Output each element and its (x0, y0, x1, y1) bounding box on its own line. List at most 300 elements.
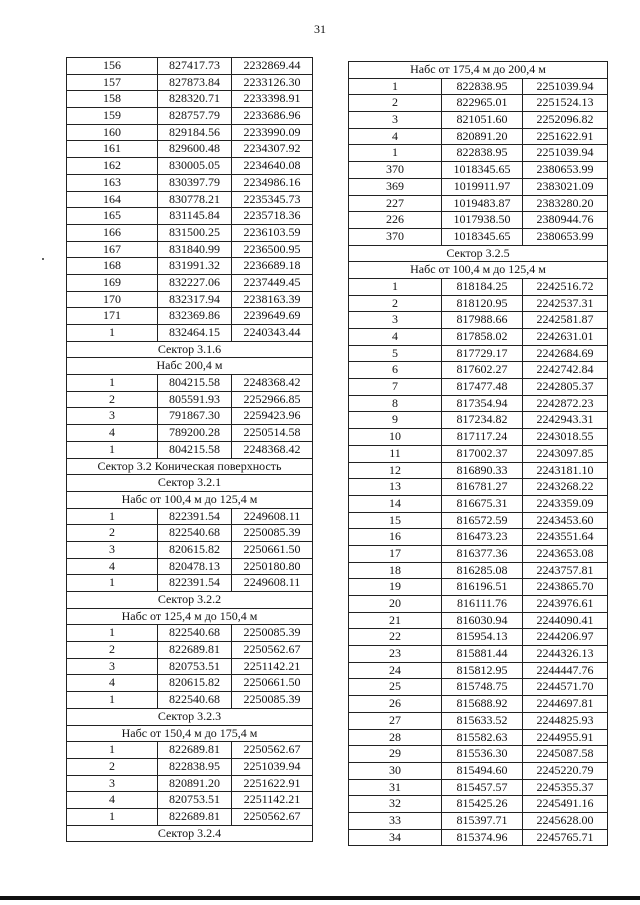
x-coordinate-cell: 822391.54 (158, 575, 232, 591)
x-coordinate-cell: 820615.82 (158, 542, 232, 558)
table-row (67, 375, 312, 392)
table-row (67, 175, 312, 192)
y-coordinate-cell: 2251039.94 (536, 78, 594, 93)
table-row (349, 446, 607, 463)
point-number-cell: 2 (67, 525, 158, 541)
x-coordinate-cell: 832227.06 (158, 275, 232, 291)
table-row (349, 479, 607, 496)
table-row (349, 412, 607, 429)
point-number-cell: 157 (67, 75, 158, 91)
point-number-cell: 158 (67, 91, 158, 107)
x-coordinate-cell: 817117.24 (442, 429, 523, 445)
table-row (349, 813, 607, 830)
y-coordinate-cell: 2245491.16 (536, 796, 594, 811)
y-coordinate-cell: 2233126.30 (243, 74, 301, 89)
point-number-cell: 1 (67, 509, 158, 525)
x-coordinate-cell: 815633.52 (442, 713, 523, 729)
point-number-cell: 4 (67, 559, 158, 575)
y-coordinate-cell: 2244955.91 (536, 729, 594, 744)
section-heading: Набс от 125,4 м до 150,4 м (121, 608, 258, 623)
x-coordinate-cell: 822689.81 (158, 742, 232, 758)
table-row (349, 546, 607, 563)
x-coordinate-cell: 820891.20 (158, 776, 232, 792)
y-coordinate-cell: 2245628.00 (536, 812, 594, 827)
table-row (67, 675, 312, 692)
section-heading-row (67, 726, 312, 743)
table-row (349, 162, 607, 179)
x-coordinate-cell: 818184.25 (442, 279, 523, 295)
table-row (349, 95, 607, 112)
y-coordinate-cell: 2248368.42 (243, 441, 301, 456)
point-number-cell: 4 (349, 129, 442, 145)
table-row (349, 579, 607, 596)
y-coordinate-cell: 2245765.71 (536, 829, 594, 844)
table-row (349, 196, 607, 213)
y-coordinate-cell: 2259423.96 (243, 408, 301, 423)
x-coordinate-cell: 816111.76 (442, 596, 523, 612)
x-coordinate-cell: 828757.79 (158, 108, 232, 124)
x-coordinate-cell: 830005.05 (158, 158, 232, 174)
x-coordinate-cell: 821051.60 (442, 112, 523, 128)
point-number-cell: 1 (349, 279, 442, 295)
table-row (349, 663, 607, 680)
point-number-cell: 161 (67, 141, 158, 157)
x-coordinate-cell: 815812.95 (442, 663, 523, 679)
x-coordinate-cell: 1018345.65 (442, 229, 523, 245)
y-coordinate-cell: 2250085.39 (243, 692, 301, 707)
y-coordinate-cell: 2250562.67 (243, 642, 301, 657)
y-coordinate-cell: 2251039.94 (536, 145, 594, 160)
table-row (349, 629, 607, 646)
section-heading-row (67, 358, 312, 375)
table-row (349, 513, 607, 530)
table-row (349, 112, 607, 129)
table-row (349, 529, 607, 546)
y-coordinate-cell: 2251039.94 (243, 758, 301, 773)
table-row (349, 780, 607, 797)
table-row (67, 125, 312, 142)
table-row (67, 75, 312, 92)
y-coordinate-cell: 2250562.67 (243, 808, 301, 823)
table-row (67, 325, 312, 342)
point-number-cell: 1 (67, 442, 158, 458)
y-coordinate-cell: 2242684.69 (536, 345, 594, 360)
point-number-cell: 9 (349, 412, 442, 428)
table-row (349, 563, 607, 580)
y-coordinate-cell: 2236689.18 (243, 258, 301, 273)
table-row (349, 179, 607, 196)
x-coordinate-cell: 817988.66 (442, 312, 523, 328)
y-coordinate-cell: 2238163.39 (243, 291, 301, 306)
y-coordinate-cell: 2243359.09 (536, 495, 594, 510)
x-coordinate-cell: 827873.84 (158, 75, 232, 91)
y-coordinate-cell: 2250514.58 (243, 425, 301, 440)
table-row (67, 776, 312, 793)
section-heading: Сектор 3.2.4 (157, 825, 222, 840)
y-coordinate-cell: 2242537.31 (536, 295, 594, 310)
point-number-cell: 170 (67, 292, 158, 308)
point-number-cell: 21 (349, 613, 442, 629)
scan-speck (42, 258, 44, 260)
y-coordinate-cell: 2245087.58 (536, 746, 594, 761)
point-number-cell: 30 (349, 763, 442, 779)
point-number-cell: 17 (349, 546, 442, 562)
y-coordinate-cell: 2251142.21 (243, 792, 301, 807)
y-coordinate-cell: 2242516.72 (536, 278, 594, 293)
table-row (67, 509, 312, 526)
x-coordinate-cell: 1018345.65 (442, 162, 523, 178)
y-coordinate-cell: 2236103.59 (243, 224, 301, 239)
y-coordinate-cell: 2243018.55 (536, 429, 594, 444)
y-coordinate-cell: 2249608.11 (243, 508, 301, 523)
x-coordinate-cell: 816196.51 (442, 579, 523, 595)
x-coordinate-cell: 831991.32 (158, 258, 232, 274)
y-coordinate-cell: 2250661.50 (243, 675, 301, 690)
y-coordinate-cell: 2248368.42 (243, 375, 301, 390)
table-row (349, 129, 607, 146)
y-coordinate-cell: 2252966.85 (243, 391, 301, 406)
y-coordinate-cell: 2251622.91 (536, 128, 594, 143)
x-coordinate-cell: 817477.48 (442, 379, 523, 395)
table-row (349, 796, 607, 813)
y-coordinate-cell: 2243653.08 (536, 545, 594, 560)
point-number-cell: 32 (349, 796, 442, 812)
page-number: 31 (314, 22, 326, 36)
y-coordinate-cell: 2251622.91 (243, 775, 301, 790)
point-number-cell: 2 (349, 296, 442, 312)
x-coordinate-cell: 829600.48 (158, 141, 232, 157)
point-number-cell: 370 (349, 162, 442, 178)
x-coordinate-cell: 828320.71 (158, 91, 232, 107)
table-row (349, 229, 607, 246)
x-coordinate-cell: 822838.95 (442, 145, 523, 161)
point-number-cell: 7 (349, 379, 442, 395)
point-number-cell: 1 (67, 575, 158, 591)
x-coordinate-cell: 815954.13 (442, 629, 523, 645)
section-heading-row (67, 475, 312, 492)
point-number-cell: 227 (349, 196, 442, 212)
point-number-cell: 24 (349, 663, 442, 679)
y-coordinate-cell: 2243551.64 (536, 529, 594, 544)
table-row (349, 379, 607, 396)
x-coordinate-cell: 820891.20 (442, 129, 523, 145)
table-row (349, 613, 607, 630)
table-row (67, 442, 312, 459)
x-coordinate-cell: 832317.94 (158, 292, 232, 308)
y-coordinate-cell: 2233398.91 (243, 91, 301, 106)
point-number-cell: 1 (67, 325, 158, 341)
table-row (349, 362, 607, 379)
x-coordinate-cell: 816285.08 (442, 563, 523, 579)
section-heading: Набс от 175,4 м до 200,4 м (410, 62, 546, 76)
table-row (67, 292, 312, 309)
point-number-cell: 159 (67, 108, 158, 124)
table-row (349, 429, 607, 446)
table-row (349, 279, 607, 296)
y-coordinate-cell: 2235718.36 (243, 208, 301, 223)
x-coordinate-cell: 827417.73 (158, 58, 232, 74)
y-coordinate-cell: 2245355.37 (536, 779, 594, 794)
point-number-cell: 6 (349, 362, 442, 378)
y-coordinate-cell: 2243097.85 (536, 445, 594, 460)
x-coordinate-cell: 815374.96 (442, 830, 523, 846)
table-row (349, 79, 607, 96)
point-number-cell: 3 (67, 659, 158, 675)
point-number-cell: 226 (349, 212, 442, 228)
table-row (67, 809, 312, 826)
x-coordinate-cell: 789200.28 (158, 425, 232, 441)
point-number-cell: 1 (349, 79, 442, 95)
table-row (67, 258, 312, 275)
section-heading-row (67, 709, 312, 726)
table-row (349, 312, 607, 329)
x-coordinate-cell: 817602.27 (442, 362, 523, 378)
section-heading: Сектор 3.2.2 (157, 592, 222, 606)
point-number-cell: 3 (67, 776, 158, 792)
table-row (67, 642, 312, 659)
y-coordinate-cell: 2251142.21 (243, 658, 301, 673)
point-number-cell: 29 (349, 746, 442, 762)
y-coordinate-cell: 2243181.10 (536, 462, 594, 477)
x-coordinate-cell: 820478.13 (158, 559, 232, 575)
table-row (349, 596, 607, 613)
x-coordinate-cell: 822540.68 (158, 692, 232, 708)
x-coordinate-cell: 804215.58 (158, 442, 232, 458)
x-coordinate-cell: 817858.02 (442, 329, 523, 345)
y-coordinate-cell: 2242742.84 (536, 362, 594, 377)
y-coordinate-cell: 2250661.50 (243, 541, 301, 556)
section-heading: Набс от 100,4 м до 125,4 м (121, 491, 258, 506)
y-coordinate-cell: 2243757.81 (536, 562, 594, 577)
x-coordinate-cell: 816030.94 (442, 613, 523, 629)
y-coordinate-cell: 2380653.99 (536, 162, 594, 177)
x-coordinate-cell: 822540.68 (158, 625, 232, 641)
table-row (349, 830, 607, 846)
right-coordinate-table (348, 61, 608, 846)
table-row (67, 792, 312, 809)
point-number-cell: 171 (67, 308, 158, 324)
x-coordinate-cell: 815425.26 (442, 796, 523, 812)
point-number-cell: 3 (67, 542, 158, 558)
point-number-cell: 22 (349, 629, 442, 645)
point-number-cell: 1 (67, 692, 158, 708)
x-coordinate-cell: 831500.25 (158, 225, 232, 241)
point-number-cell: 25 (349, 679, 442, 695)
point-number-cell: 19 (349, 579, 442, 595)
table-row (67, 192, 312, 209)
y-coordinate-cell: 2250562.67 (243, 742, 301, 757)
point-number-cell: 1 (67, 625, 158, 641)
table-row (67, 559, 312, 576)
y-coordinate-cell: 2250085.39 (243, 525, 301, 540)
point-number-cell: 4 (67, 425, 158, 441)
x-coordinate-cell: 816377.36 (442, 546, 523, 562)
section-heading: Набс 200,4 м (156, 358, 223, 373)
point-number-cell: 34 (349, 830, 442, 846)
point-number-cell: 11 (349, 446, 442, 462)
table-row (349, 713, 607, 730)
x-coordinate-cell: 818120.95 (442, 296, 523, 312)
table-row (349, 463, 607, 480)
point-number-cell: 168 (67, 258, 158, 274)
point-number-cell: 3 (349, 312, 442, 328)
point-number-cell: 3 (67, 408, 158, 424)
y-coordinate-cell: 2239649.69 (243, 308, 301, 323)
x-coordinate-cell: 815688.92 (442, 696, 523, 712)
section-heading-row (67, 609, 312, 626)
x-coordinate-cell: 1019911.97 (442, 179, 523, 195)
point-number-cell: 163 (67, 175, 158, 191)
section-heading-row (67, 459, 312, 476)
table-row (349, 696, 607, 713)
point-number-cell: 26 (349, 696, 442, 712)
table-row (349, 346, 607, 363)
x-coordinate-cell: 822965.01 (442, 95, 523, 111)
point-number-cell: 10 (349, 429, 442, 445)
table-row (67, 208, 312, 225)
point-number-cell: 2 (67, 642, 158, 658)
point-number-cell: 169 (67, 275, 158, 291)
y-coordinate-cell: 2244206.97 (536, 629, 594, 644)
point-number-cell: 5 (349, 346, 442, 362)
table-row (67, 625, 312, 642)
y-coordinate-cell: 2250180.80 (243, 558, 301, 573)
scan-bottom-edge (0, 896, 640, 900)
point-number-cell: 162 (67, 158, 158, 174)
point-number-cell: 160 (67, 125, 158, 141)
y-coordinate-cell: 2233686.96 (243, 108, 301, 123)
x-coordinate-cell: 822838.95 (158, 759, 232, 775)
point-number-cell: 1 (349, 145, 442, 161)
y-coordinate-cell: 2250085.39 (243, 625, 301, 640)
table-row (67, 158, 312, 175)
y-coordinate-cell: 2245220.79 (536, 762, 594, 777)
section-heading: Сектор 3.2.5 (446, 245, 510, 260)
x-coordinate-cell: 804215.58 (158, 375, 232, 391)
y-coordinate-cell: 2243865.70 (536, 579, 594, 594)
table-row (349, 296, 607, 313)
table-row (67, 275, 312, 292)
x-coordinate-cell: 1017938.50 (442, 212, 523, 228)
x-coordinate-cell: 822391.54 (158, 509, 232, 525)
section-heading-row (349, 262, 607, 279)
point-number-cell: 1 (67, 809, 158, 825)
point-number-cell: 1 (67, 742, 158, 758)
x-coordinate-cell: 829184.56 (158, 125, 232, 141)
x-coordinate-cell: 830397.79 (158, 175, 232, 191)
y-coordinate-cell: 2383021.09 (536, 178, 594, 193)
table-row (67, 525, 312, 542)
table-row (67, 225, 312, 242)
point-number-cell: 8 (349, 396, 442, 412)
x-coordinate-cell: 822838.95 (442, 79, 523, 95)
y-coordinate-cell: 2244571.70 (536, 679, 594, 694)
x-coordinate-cell: 816473.23 (442, 529, 523, 545)
point-number-cell: 4 (67, 792, 158, 808)
x-coordinate-cell: 815494.60 (442, 763, 523, 779)
y-coordinate-cell: 2234986.16 (243, 174, 301, 189)
y-coordinate-cell: 2243976.61 (536, 596, 594, 610)
point-number-cell: 1 (67, 375, 158, 391)
x-coordinate-cell: 816572.59 (442, 513, 523, 529)
section-heading-row (67, 826, 312, 842)
y-coordinate-cell: 2242872.23 (536, 395, 594, 410)
y-coordinate-cell: 2244326.13 (536, 646, 594, 661)
table-row (67, 108, 312, 125)
point-number-cell: 31 (349, 780, 442, 796)
y-coordinate-cell: 2244090.41 (536, 612, 594, 627)
point-number-cell: 27 (349, 713, 442, 729)
y-coordinate-cell: 2249608.11 (243, 575, 301, 590)
x-coordinate-cell: 815457.57 (442, 780, 523, 796)
point-number-cell: 23 (349, 646, 442, 662)
x-coordinate-cell: 831840.99 (158, 242, 232, 258)
section-heading-row (349, 246, 607, 263)
y-coordinate-cell: 2251524.13 (536, 95, 594, 110)
x-coordinate-cell: 817002.37 (442, 446, 523, 462)
point-number-cell: 2 (349, 95, 442, 111)
section-heading-row (349, 62, 607, 79)
point-number-cell: 33 (349, 813, 442, 829)
point-number-cell: 14 (349, 496, 442, 512)
table-row (349, 679, 607, 696)
section-heading: Набс от 150,4 м до 175,4 м (121, 725, 258, 740)
x-coordinate-cell: 815748.75 (442, 679, 523, 695)
point-number-cell: 167 (67, 242, 158, 258)
y-coordinate-cell: 2242631.01 (536, 329, 594, 343)
section-heading-row (67, 342, 312, 359)
x-coordinate-cell: 822689.81 (158, 642, 232, 658)
table-row (67, 408, 312, 425)
x-coordinate-cell: 815397.71 (442, 813, 523, 829)
table-row (349, 212, 607, 229)
x-coordinate-cell: 816890.33 (442, 463, 523, 479)
x-coordinate-cell: 815582.63 (442, 730, 523, 746)
y-coordinate-cell: 2242805.37 (536, 379, 594, 394)
y-coordinate-cell: 2234640.08 (243, 158, 301, 173)
point-number-cell: 164 (67, 192, 158, 208)
y-coordinate-cell: 2236500.95 (243, 241, 301, 256)
y-coordinate-cell: 2242581.87 (536, 312, 594, 327)
y-coordinate-cell: 2243453.60 (536, 512, 594, 527)
table-row (349, 746, 607, 763)
point-number-cell: 2 (67, 759, 158, 775)
table-row (349, 329, 607, 346)
table-row (67, 425, 312, 442)
x-coordinate-cell: 817234.82 (442, 412, 523, 428)
x-coordinate-cell: 822689.81 (158, 809, 232, 825)
table-row (67, 759, 312, 776)
point-number-cell: 165 (67, 208, 158, 224)
table-row (349, 145, 607, 162)
table-row (67, 692, 312, 709)
y-coordinate-cell: 2240343.44 (243, 325, 301, 339)
x-coordinate-cell: 816675.31 (442, 496, 523, 512)
point-number-cell: 28 (349, 730, 442, 746)
x-coordinate-cell: 791867.30 (158, 408, 232, 424)
y-coordinate-cell: 2244697.81 (536, 696, 594, 711)
table-row (67, 58, 312, 75)
point-number-cell: 370 (349, 229, 442, 245)
x-coordinate-cell: 1019483.87 (442, 196, 523, 212)
y-coordinate-cell: 2233990.09 (243, 124, 301, 139)
point-number-cell: 4 (67, 675, 158, 691)
point-number-cell: 3 (349, 112, 442, 128)
table-row (67, 392, 312, 409)
section-heading: Сектор 3.2.3 (157, 708, 222, 723)
table-row (67, 542, 312, 559)
point-number-cell: 16 (349, 529, 442, 545)
